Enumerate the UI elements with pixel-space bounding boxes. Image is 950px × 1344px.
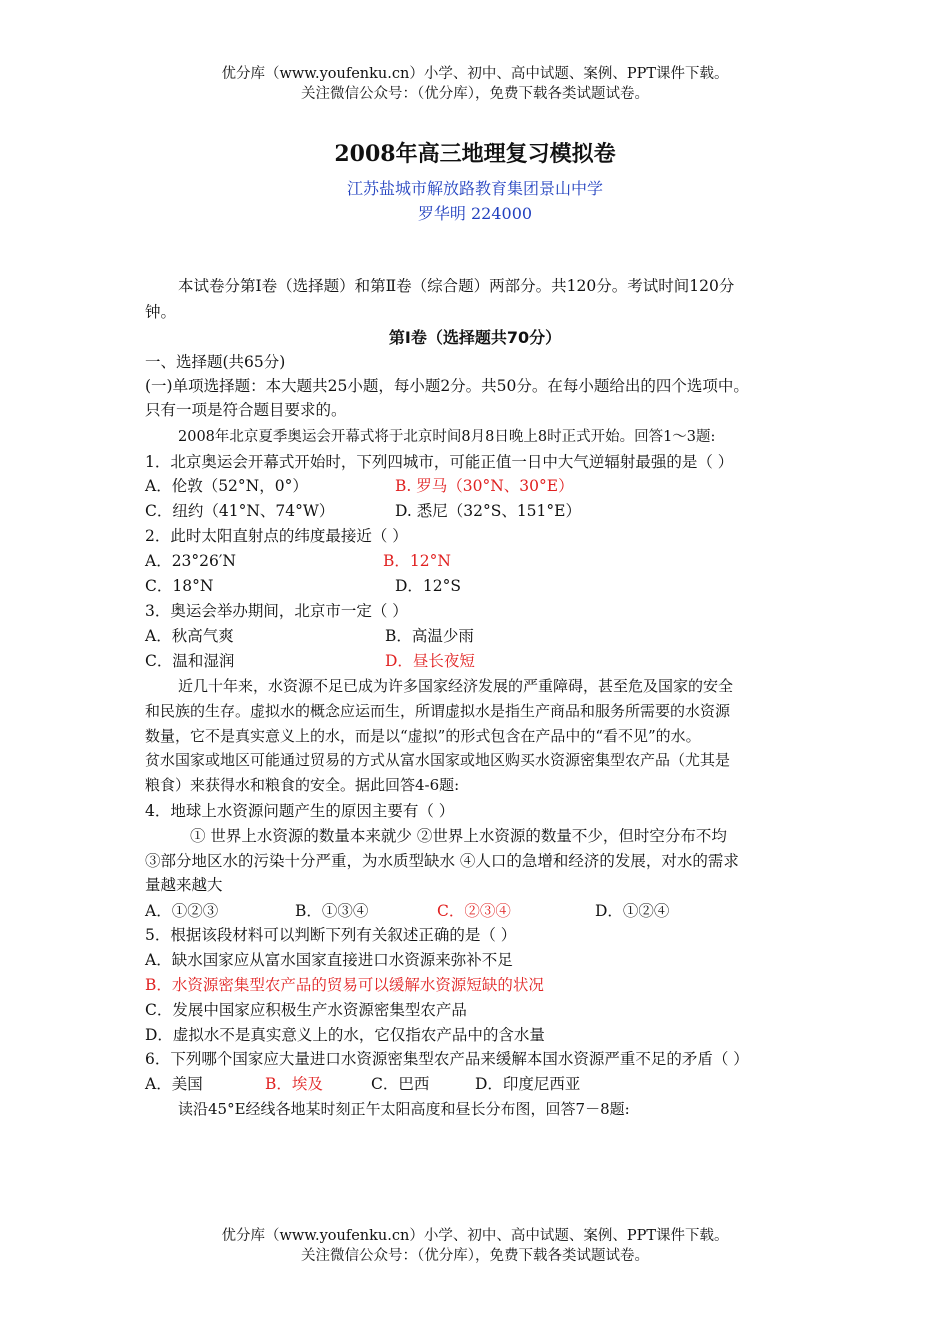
part-title: 一、选择题(共65分) (145, 353, 286, 371)
passage-2-line-5: 粮食）来获得水和粮食的安全。据此回答4-6题: (145, 776, 460, 794)
q5-option-b: B．水资源密集型农产品的贸易可以缓解水资源短缺的状况 (145, 976, 544, 994)
intro-line-1: 本试卷分第Ⅰ卷（选择题）和第Ⅱ卷（综合题）两部分。共120分。考试时间120分 (178, 277, 735, 295)
q1-option-d: D. 悉尼（32°S、151°E） (395, 502, 581, 520)
passage-3: 读沿45°E经线各地某时刻正午太阳高度和昼长分布图，回答7－8题: (178, 1100, 630, 1118)
q5-option-d: D．虚拟水不是真实意义上的水，它仅指农产品中的含水量 (145, 1026, 545, 1044)
q2-option-d: D．12°S (395, 577, 462, 595)
q6-options-row (145, 1072, 825, 1094)
q4-statement-3: 量越来越大 (145, 876, 223, 894)
q4-option-a: A．①②③ (145, 902, 219, 920)
q6-option-b: B．埃及 (265, 1075, 323, 1093)
q4-stem: 4．地球上水资源问题产生的原因主要有（ ） (145, 802, 455, 820)
passage-1: 2008年北京夏季奥运会开幕式将于北京时间8月8日晚上8时正式开始。回答1～3题: (178, 429, 716, 445)
q5-option-c: C．发展中国家应积极生产水资源密集型农产品 (145, 1001, 467, 1019)
q3-options-row-2 (145, 649, 825, 671)
footer-line-2: 关注微信公众号：（优分库），免费下载各类试题试卷。 (301, 1248, 649, 1264)
q2-stem: 2．此时太阳直射点的纬度最接近（ ） (145, 527, 408, 545)
q3-option-a: A．秋高气爽 (145, 627, 234, 645)
q2-option-b: B．12°N (383, 552, 451, 570)
passage-2-line-4: 贫水国家或地区可能通过贸易的方式从富水国家或地区购买水资源密集型农产品（尤其是 (145, 751, 731, 769)
q6-stem: 6．下列哪个国家应大量进口水资源密集型农产品来缓解本国水资源严重不足的矛盾（ ） (145, 1050, 749, 1068)
footer-line-1: 优分库（www.youfenku.cn）小学、初中、高中试题、案例、PPT课件下载。 (221, 1228, 729, 1244)
passage-2-line-2: 和民族的生存。虚拟水的概念应运而生，所谓虚拟水是指生产商品和服务所需要的水资源 (145, 702, 731, 720)
q1-options-row-1 (145, 474, 825, 496)
q3-options-row-1 (145, 624, 825, 646)
intro-line-2: 钟。 (145, 303, 177, 321)
q3-option-d: D．昼长夜短 (385, 652, 475, 670)
section-heading: 第Ⅰ卷（选择题共70分） (388, 328, 562, 347)
instructions-line-2: 只有一项是符合题目要求的。 (145, 401, 347, 419)
q1-option-c: C．纽约（41°N、74°W） (145, 502, 335, 520)
q2-option-a: A．23°26′N (145, 552, 236, 570)
header-line-1: 优分库（www.youfenku.cn）小学、初中、高中试题、案例、PPT课件下载。 (221, 66, 729, 82)
q1-options-row-2 (145, 499, 825, 521)
q3-option-b: B．高温少雨 (385, 627, 474, 645)
q6-option-a: A．美国 (145, 1075, 203, 1093)
passage-2-line-1: 近几十年来，水资源不足已成为许多国家经济发展的严重障碍，甚至危及国家的安全 (178, 677, 734, 695)
q4-statement-1: ① 世界上水资源的数量本来就少 ②世界上水资源的数量不少，但时空分布不均 (190, 827, 727, 845)
passage-2-line-3: 数量，它不是真实意义上的水，而是以“虚拟”的形式包含在产品中的“看不见”的水。 (145, 727, 701, 745)
q5-stem: 5．根据该段材料可以判断下列有关叙述正确的是（ ） (145, 926, 517, 944)
author-school: 江苏盐城市解放路教育集团景山中学 (346, 179, 603, 198)
q4-option-b: B．①③④ (295, 902, 369, 920)
instructions-line-1: (一)单项选择题：本大题共25小题，每小题2分。共50分。在每小题给出的四个选项中。 (145, 377, 749, 395)
header-line-2: 关注微信公众号：（优分库），免费下载各类试题试卷。 (301, 86, 649, 102)
q6-option-d: D．印度尼西亚 (475, 1075, 581, 1093)
q1-option-b: B. 罗马（30°N、30°E） (395, 477, 574, 495)
q4-option-c: C．②③④ (437, 902, 511, 920)
q3-option-c: C．温和湿润 (145, 652, 235, 670)
q4-statement-2: ③部分地区水的污染十分严重，为水质型缺水 ④人口的急增和经济的发展，对水的需求 (145, 852, 739, 870)
q4-option-d: D．①②④ (595, 902, 670, 920)
author-name: 罗华明 224000 (417, 204, 533, 223)
q1-stem: 1．北京奥运会开幕式开始时，下列四城市，可能正值一日中大气逆辐射最强的是（ ） (145, 453, 734, 471)
q6-option-c: C．巴西 (371, 1075, 430, 1093)
q2-options-row-1 (145, 549, 825, 571)
q3-stem: 3．奥运会举办期间，北京市一定（ ） (145, 602, 408, 620)
q4-options-row (145, 899, 825, 921)
document-title: 2008年高三地理复习模拟卷 (334, 141, 616, 167)
q5-option-a: A．缺水国家应从富水国家直接进口水资源来弥补不足 (145, 951, 513, 969)
q2-options-row-2 (145, 574, 825, 596)
q2-option-c: C．18°N (145, 577, 214, 595)
q1-option-a: A．伦敦（52°N，0°） (145, 477, 308, 495)
